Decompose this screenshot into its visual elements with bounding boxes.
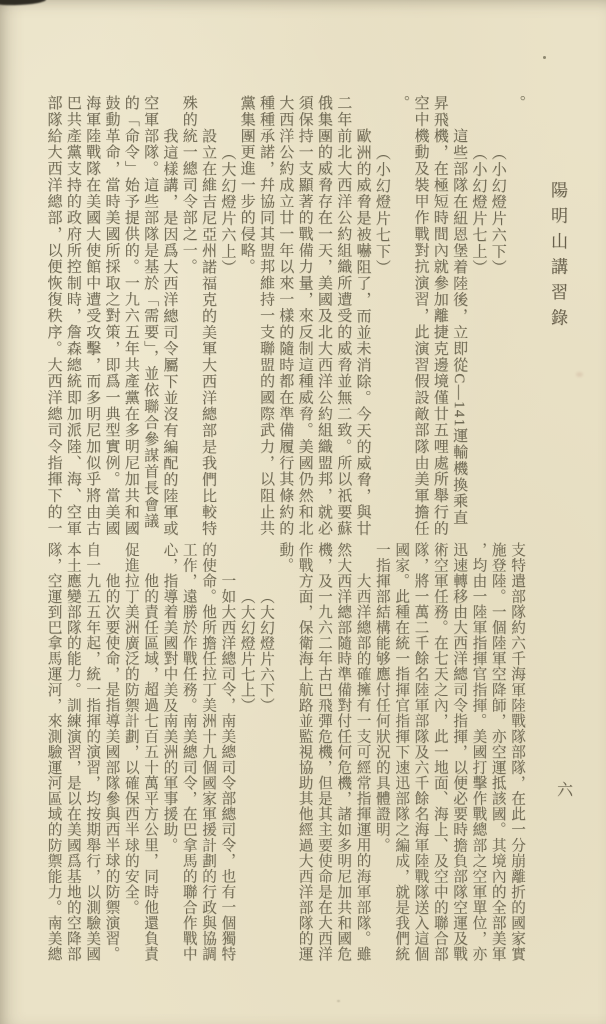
text-column: 俄集團的威脅存在一天，美國及北大西洋公約組織盟邦，就必 bbox=[315, 95, 332, 537]
text-column: 海軍陸戰隊在美國大使館中遭受攻擊，而多明尼加似乎將由古 bbox=[84, 95, 101, 537]
text-column: （大幻燈片六下） bbox=[257, 589, 274, 714]
text-column: 他的責任區域，超過七百五十萬平方公里，同時他還負責 bbox=[142, 573, 159, 962]
text-column: 大西洋總部的確擁有一支可經常指揮運用的海軍部隊。雖 bbox=[354, 573, 371, 962]
text-column: 作戰方面，保衛海上航路並監視協助其他經過大西洋部隊的運 bbox=[296, 542, 313, 962]
text-column: 施登陸。一個陸軍空降師，亦空運抵該國。其境內的全部美軍 bbox=[489, 542, 506, 962]
text-column: 一指揮部結構能够應付任何狀況的具體證明。 bbox=[373, 542, 390, 853]
text-column: 隊，將一萬二千餘名陸軍部隊及六千餘名海軍陸戰隊送入這個 bbox=[412, 542, 429, 962]
text-column: 種種承諾，幷協同其盟邦維持一支聯盟的國際武力，以阻止共 bbox=[257, 95, 274, 537]
text-block-upper bbox=[43, 95, 526, 541]
text-column: 工作，遠勝於作戰任務。南美總司令，在巴拿馬的聯合作戰中 bbox=[180, 542, 197, 962]
text-column: 的「命令」始予提供的。一九六五年共產黨在多明尼加共和國 bbox=[122, 95, 139, 537]
text-column: 然大西洋總部隨時準備對付任何危機，諸如多明尼加共和國危 bbox=[335, 542, 352, 962]
text-column: 本土應變部隊的能力。訓練演習，是以在美國爲基地的空降部 bbox=[64, 542, 81, 962]
text-column: 支特遣部隊約六千海軍陸戰隊部隊，在此一分崩離折的國家實 bbox=[509, 542, 525, 962]
text-column: 動。 bbox=[277, 542, 294, 574]
text-column: 昇飛機，在極短時間內就參加離捷克邊境僅廿五哩處所舉行的 bbox=[431, 95, 448, 537]
text-column: 機，及一九六二年古巴飛彈危機，但是其主要使命是在大西洋 bbox=[315, 542, 332, 962]
text-column: 設立在維吉尼亞州諾福克的美軍大西洋總部是我們比較特 bbox=[200, 128, 216, 537]
text-column: 國家。此種在統一指揮官指揮下速迅部隊之編成，就是我們統 bbox=[393, 542, 410, 962]
text-column: 他的次要使命，是指導美國部隊參與西半球的防禦演習。 bbox=[103, 573, 120, 962]
text-column: 部隊給大西洋總部，以便恢復秩序。大西洋總司令指揮下的一 bbox=[45, 95, 62, 537]
text-column: （小幻燈片六下） bbox=[489, 145, 506, 276]
text-column: （小幻燈片七上） bbox=[470, 145, 487, 276]
scan-speck bbox=[543, 56, 546, 59]
page-number: 六 bbox=[557, 782, 574, 799]
text-column: 一如大西洋總司令，南美總司令部總司令，也有一個獨特 bbox=[219, 573, 236, 962]
text-column: 。 bbox=[393, 95, 410, 112]
text-column: 空軍部隊。這些部隊是基於「需要」，並依聯合參謀首長會議 bbox=[142, 95, 159, 529]
text-column: 促進拉丁美洲廣泛的防禦計劃，以確保西半球的安全。 bbox=[122, 542, 139, 916]
text-column: （大幻燈片七上） bbox=[238, 589, 255, 714]
text-column: 隊，空運到巴拿馬運河，來測驗運河區域的防禦能力。南美總 bbox=[45, 542, 62, 962]
scan-speck bbox=[337, 1000, 340, 1002]
text-column: 二年前北大西洋公約組織所遭受的威脅並無二致。所以祇要蘇 bbox=[335, 95, 352, 537]
text-column: 術空軍任務。在七天之內，此一地面、海上、及空中的聯合部 bbox=[431, 542, 448, 962]
text-column: 心，指導着美國對中美及南美洲的軍事援助。 bbox=[161, 542, 178, 853]
text-column: 鼓動革命，當時美國所採取之對策，即爲一典型實例。當美國 bbox=[103, 95, 120, 537]
scan-edge-artifact bbox=[0, 0, 46, 6]
text-column: 歐洲的威脅是被嚇阻了，而並未消除。今天的威脅，與廿 bbox=[354, 128, 371, 537]
text-column: 殊的統一總司令部之一。 bbox=[180, 95, 197, 275]
text-column: 空中機動及裝甲作戰對抗演習，此演習假設敵部隊由美軍擔任 bbox=[412, 95, 429, 537]
scan-speck bbox=[576, 372, 583, 377]
text-column: 自一九五五年起，統一指揮的演習，均按期舉行，以測驗美國 bbox=[84, 542, 101, 962]
text-column: 迅速轉移由大西洋總司令指揮，以便必要時擔負部隊空運及戰 bbox=[451, 542, 468, 962]
text-column: 黨集團更進一步的侵略。 bbox=[238, 95, 255, 275]
text-block-lower bbox=[43, 542, 526, 963]
text-column: 。 bbox=[509, 95, 525, 112]
text-column: 須保持一支顯著的戰備力量，來反制這種威脅。美國仍然和北 bbox=[296, 95, 313, 537]
running-title: 陽明山講習錄 bbox=[548, 181, 567, 334]
text-column: 我這樣講，是因爲大西洋總司令屬下並沒有編配的陸軍或 bbox=[161, 128, 178, 537]
text-column: （大幻燈片六上） bbox=[219, 145, 236, 276]
text-column: 的使命。他所擔任拉丁美洲十九個國家軍援計劃的行政與協調 bbox=[200, 542, 216, 962]
text-column: ，均由一陸軍指揮官指揮。美國打擊作戰總部之空軍單位，亦 bbox=[470, 542, 487, 962]
text-column: 大西洋公約成立廿一年以來一樣的隨時都在準備履行其條約的 bbox=[277, 95, 294, 537]
text-column: 巴共產黨支持的政府所控制時，詹森總統即加派陸、海、空軍 bbox=[64, 95, 81, 537]
text-column: （小幻燈片七下） bbox=[373, 145, 390, 276]
text-column: 這些部隊在紐恩堡着陸後，立即從C—141運輸機換乘直 bbox=[451, 128, 468, 526]
